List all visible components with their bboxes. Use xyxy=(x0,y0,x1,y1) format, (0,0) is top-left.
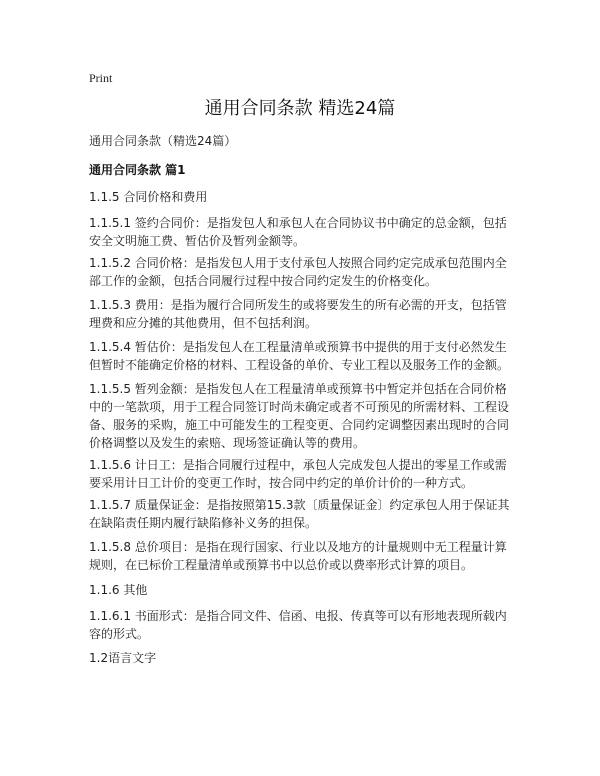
paragraph-1-1-6-1: 1.1.6.1 书面形式：是指合同文件、信函、电报、传真等可以有形地表现所载内容的形式。 xyxy=(89,609,507,641)
paragraph-1-1-5-7: 1.1.5.7 质量保证金：是指按照第15.3款〔质量保证金〕约定承包人用于保证其在缺陷责任期内履行缺陷修补义务的担保。 xyxy=(89,498,510,530)
paragraph-1-1-5-1: 1.1.5.1 签约合同价：是指发包人和承包人在合同协议书中确定的总金额，包括安全文明施工费、暂估价及暂列金额等。 xyxy=(89,216,507,248)
page-title: 通用合同条款 精选24篇 xyxy=(204,98,396,119)
paragraph-1-1-5-4: 1.1.5.4 暂估价：是指发包人在工程量清单或预算书中提供的用于支付必然发生但暂时不能确定价格的材料、工程设备的单价、专业工程以及服务工作的金额。 xyxy=(89,340,510,372)
paragraph-1-1-5-2: 1.1.5.2 合同价格：是指发包人用于支付承包人按照合同约定完成承包范围内全部工作的金额，包括合同履行过程中按合同约定发生的价格变化。 xyxy=(89,256,507,288)
document-subtitle: 通用合同条款（精选24篇） xyxy=(89,134,237,148)
paragraph-1-1-5-6: 1.1.5.6 计日工：是指合同履行过程中，承包人完成发包人提出的零星工作或需要采用计日工计价的变更工作时，按合同中约定的单价计价的一种方式。 xyxy=(89,458,507,490)
paragraph-1-1-6: 1.1.6 其他 xyxy=(89,583,148,597)
print-link[interactable]: Print xyxy=(89,71,113,85)
paragraph-1-2: 1.2语言文字 xyxy=(89,651,157,665)
paragraph-1-1-5-8: 1.1.5.8 总价项目：是指在现行国家、行业以及地方的计量规则中无工程量计算规则，在已标价工程量清单或预算书中以总价或以费率形式计算的项目。 xyxy=(89,540,507,572)
paragraph-1-1-5: 1.1.5 合同价格和费用 xyxy=(89,190,208,204)
paragraph-1-1-5-3: 1.1.5.3 费用：是指为履行合同所发生的或将要发生的所有必需的开支，包括管理费和应分摊的其他费用，但不包括利润。 xyxy=(89,298,507,330)
paragraph-1-1-5-5: 1.1.5.5 暂列金额：是指发包人在工程量清单或预算书中暂定并包括在合同价格中的一笔款项，用于工程合同签订时尚未确定或者不可预见的所需材料、工程设备、服务的采购，施工中可能发生的工程变更、合同约定调整因素出现时的合同价格调整以及发生的索赔、现场签证确认等的费用。 xyxy=(89,382,510,450)
section-heading: 通用合同条款 篇1 xyxy=(89,163,186,177)
